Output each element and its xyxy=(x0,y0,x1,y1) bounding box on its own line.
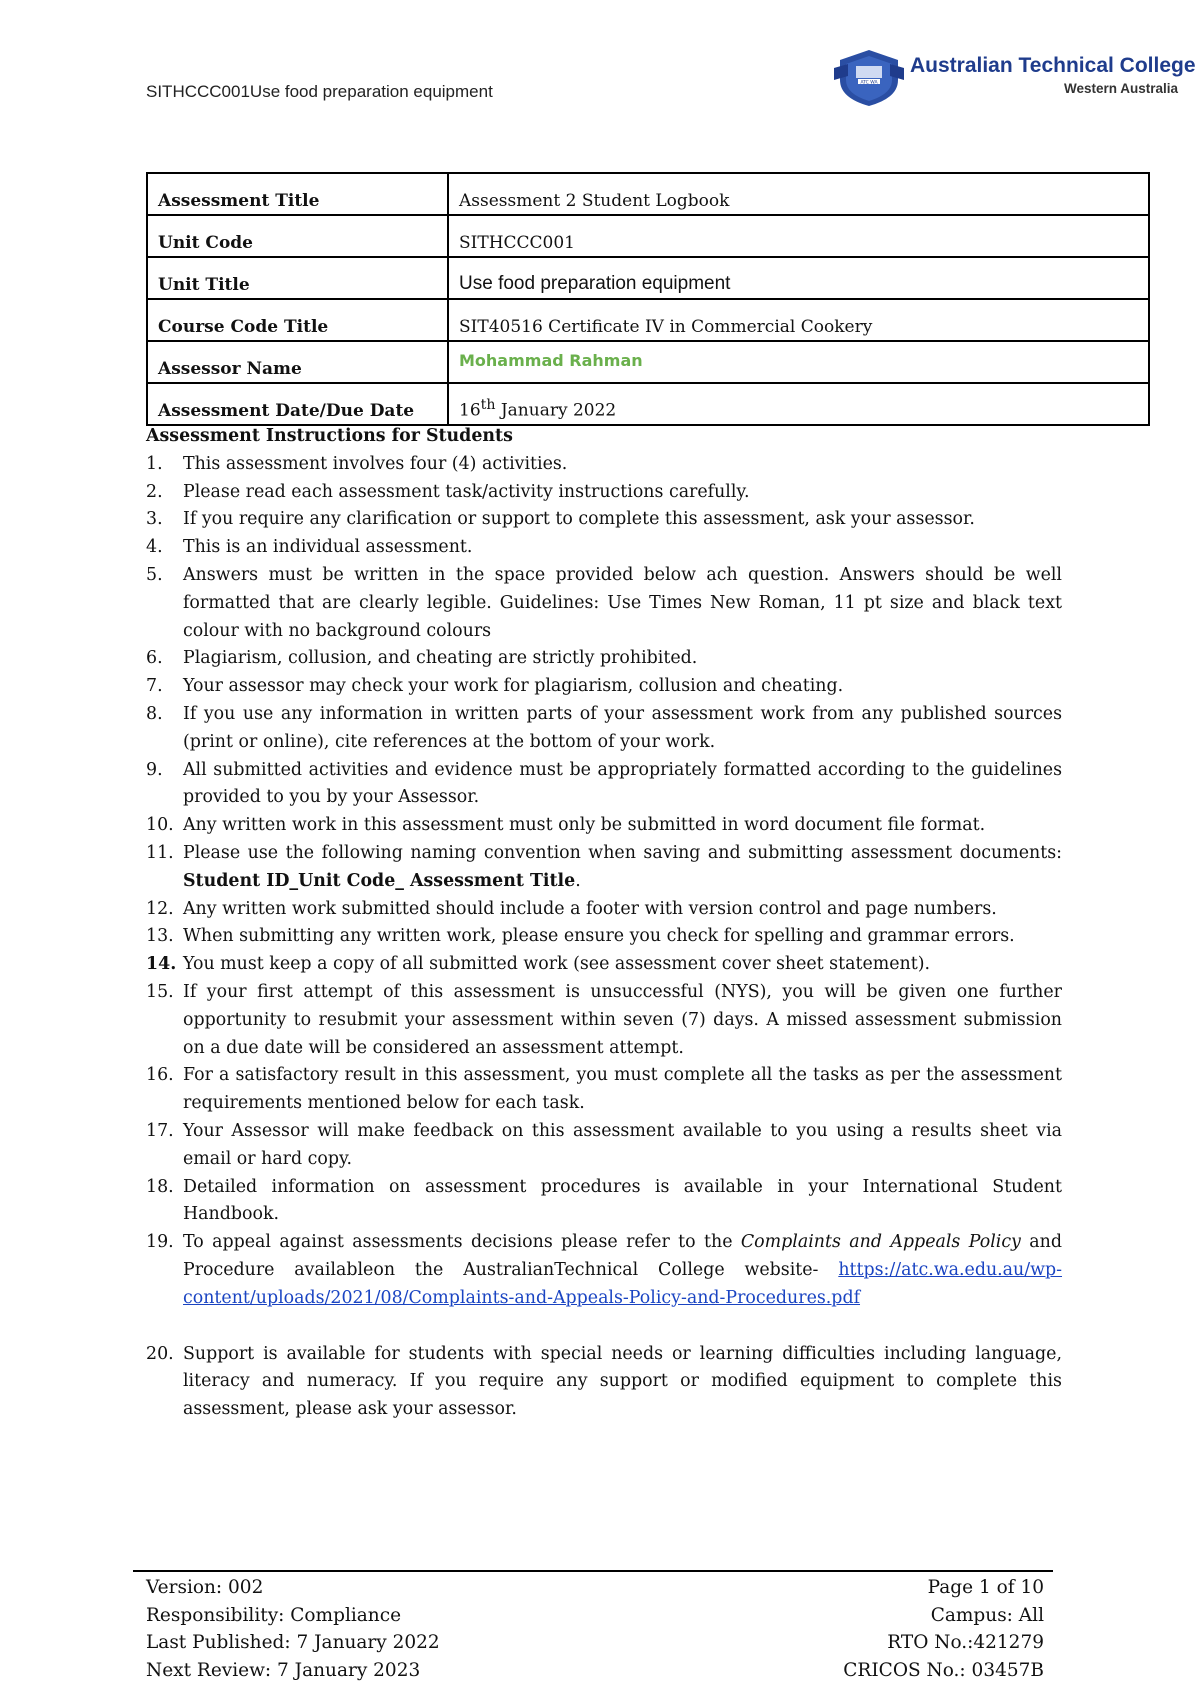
table-label: Unit Code xyxy=(147,215,448,257)
list-item xyxy=(146,479,1062,507)
instructions-title: Assessment Instructions for Students xyxy=(146,426,513,446)
list-item xyxy=(146,645,1062,673)
table-label: Unit Title xyxy=(147,257,448,299)
list-item xyxy=(146,951,1062,979)
item-text: Answers must be written in the space provided below ach question. Answers should be well formatted that are clearly legible. Guidelines: Use Times New Roman, 11 pt size and black text colour with no background colours xyxy=(183,564,1062,641)
item-text: If your first attempt of this assessment is unsuccessful (NYS), you will be given one further opportunity to resubmit your assessment within seven (7) days. A missed assessment submission on a due date will be considered an assessment attempt. xyxy=(183,981,1062,1058)
naming-convention: Student ID_Unit Code_ Assessment Title xyxy=(183,870,576,891)
complaints-policy-link[interactable]: https://atc.wa.edu.au/wp-content/uploads/2021/08/Complaints-and-Appeals-Policy-and-Procedures.pdf xyxy=(183,1259,1063,1308)
table-row xyxy=(147,299,1149,341)
logo-region: Western Australia xyxy=(1064,81,1179,96)
item-number: 9. xyxy=(146,759,163,780)
list-item xyxy=(146,673,1062,701)
footer-version: Version: 002 xyxy=(146,1577,264,1598)
list-item xyxy=(146,923,1062,951)
item-text: For a satisfactory result in this assessment, you must complete all the tasks as per the assessment requirements mentioned below for each task. xyxy=(183,1065,1062,1114)
logo-badge-text: ATC WA xyxy=(860,80,878,86)
item-text: Please use the following naming convention when saving and submitting assessment documents: xyxy=(183,842,1062,863)
list-item xyxy=(146,506,1062,534)
item-text: This is an individual assessment. xyxy=(183,537,473,558)
item-number: 1. xyxy=(146,453,163,474)
item-number: 11. xyxy=(146,842,174,863)
list-item xyxy=(146,896,1062,924)
table-label: Assessment Title xyxy=(147,173,448,215)
list-item xyxy=(146,1118,1062,1174)
item-number: 14. xyxy=(146,954,177,975)
footer-published: Last Published: 7 January 2022 xyxy=(146,1632,440,1653)
college-logo xyxy=(834,46,1200,112)
table-row xyxy=(147,257,1149,299)
footer-campus: Campus: All xyxy=(930,1604,1044,1626)
item-number: 12. xyxy=(146,898,174,919)
table-row xyxy=(147,383,1149,425)
item-text: Support is available for students with special needs or learning difficulties including language, literacy and numeracy. If you require any support or modified equipment to complete this assessment, please ask your assessor. xyxy=(183,1343,1062,1420)
item-number: 4. xyxy=(146,537,163,558)
table-row xyxy=(147,215,1149,257)
table-label: Course Code Title xyxy=(147,299,448,341)
item-number: 5. xyxy=(146,564,163,585)
item-text: Your assessor may check your work for plagiarism, collusion and cheating. xyxy=(183,676,844,697)
item-number: 13. xyxy=(146,926,174,947)
assessment-instructions xyxy=(146,423,1062,1424)
list-item xyxy=(146,562,1062,645)
document-header-unit: SITHCCC001Use food preparation equipment xyxy=(146,82,493,101)
instructions-list-cont xyxy=(146,1341,1062,1424)
due-date-suffix: th xyxy=(480,397,496,414)
page-footer xyxy=(146,1574,1044,1684)
due-date-day: 16 xyxy=(459,401,481,421)
list-item xyxy=(146,451,1062,479)
item-number: 16. xyxy=(146,1065,174,1086)
list-item xyxy=(146,1062,1062,1118)
item-number: 6. xyxy=(146,648,163,669)
item-number: 10. xyxy=(146,815,174,836)
table-row xyxy=(147,341,1149,383)
table-value: Assessment 2 Student Logbook xyxy=(448,173,1149,215)
item-number: 3. xyxy=(146,509,163,530)
footer-review: Next Review: 7 January 2023 xyxy=(146,1659,421,1681)
list-item xyxy=(146,1341,1062,1424)
item-text: All submitted activities and evidence must be appropriately formatted according to the guidelines provided to you by your Assessor. xyxy=(183,759,1062,808)
list-item xyxy=(146,534,1062,562)
item-text: You must keep a copy of all submitted work (see assessment cover sheet statement). xyxy=(183,954,931,975)
due-date-value xyxy=(448,383,1149,425)
item-number: 19. xyxy=(146,1232,174,1253)
item-text: This assessment involves four (4) activities. xyxy=(183,453,568,474)
due-date-rest: January 2022 xyxy=(495,401,617,421)
policy-name: Complaints and Appeals Policy xyxy=(740,1232,1021,1253)
item-text: Your Assessor will make feedback on this assessment available to you using a results sheet via email or hard copy. xyxy=(183,1120,1062,1169)
item-number: 2. xyxy=(146,481,163,502)
list-item xyxy=(146,1174,1062,1230)
footer-page-number: Page 1 of 10 xyxy=(927,1577,1044,1598)
item-text: Any written work submitted should include a footer with version control and page numbers. xyxy=(183,898,997,919)
item-text-b: and Procedure availableon the AustralianTechnical College website- xyxy=(183,1232,1062,1280)
item-text-tail: . xyxy=(575,870,581,891)
list-item xyxy=(146,979,1062,1062)
item-text: If you require any clarification or support to complete this assessment, ask your assessor. xyxy=(183,509,975,530)
footer-rto: RTO No.:421279 xyxy=(887,1632,1044,1653)
footer-responsibility: Responsibility: Compliance xyxy=(146,1604,402,1626)
item-number: 18. xyxy=(146,1176,174,1197)
list-item xyxy=(146,701,1062,757)
table-row xyxy=(147,173,1149,215)
table-value: SIT40516 Certificate IV in Commercial Cookery xyxy=(448,299,1149,341)
item-number: 7. xyxy=(146,676,163,697)
list-item xyxy=(146,840,1062,896)
footer-divider xyxy=(133,1570,1053,1572)
assessor-name-value: Mohammad Rahman xyxy=(448,341,1149,383)
footer-cricos: CRICOS No.: 03457B xyxy=(843,1659,1044,1681)
table-label: Assessment Date/Due Date xyxy=(147,383,448,425)
item-text: Plagiarism, collusion, and cheating are strictly prohibited. xyxy=(183,648,698,669)
item-text: Any written work in this assessment must only be submitted in word document file format. xyxy=(183,815,986,836)
item-number: 15. xyxy=(146,981,174,1002)
table-label: Assessor Name xyxy=(147,341,448,383)
logo-college-name: Australian Technical College xyxy=(910,54,1196,77)
item-number: 20. xyxy=(146,1343,174,1364)
table-value: Use food preparation equipment xyxy=(448,257,1149,299)
list-item xyxy=(146,812,1062,840)
instructions-list xyxy=(146,451,1062,1313)
item-text: If you use any information in written parts of your assessment work from any published sources (print or online), cite references at the bottom of your work. xyxy=(183,703,1062,752)
table-value: SITHCCC001 xyxy=(448,215,1149,257)
list-item xyxy=(146,1229,1062,1312)
item-text: Please read each assessment task/activity instructions carefully. xyxy=(183,481,750,502)
item-number: 8. xyxy=(146,703,163,724)
assessment-info-table xyxy=(146,172,1150,426)
shield-crest-icon xyxy=(834,46,904,108)
item-text: When submitting any written work, please ensure you check for spelling and grammar errors. xyxy=(183,926,1015,947)
item-text: Detailed information on assessment procedures is available in your International Student Handbook. xyxy=(183,1176,1062,1225)
item-text: To appeal against assessments decisions please refer to the xyxy=(183,1232,741,1253)
item-number: 17. xyxy=(146,1120,174,1141)
list-item xyxy=(146,757,1062,813)
